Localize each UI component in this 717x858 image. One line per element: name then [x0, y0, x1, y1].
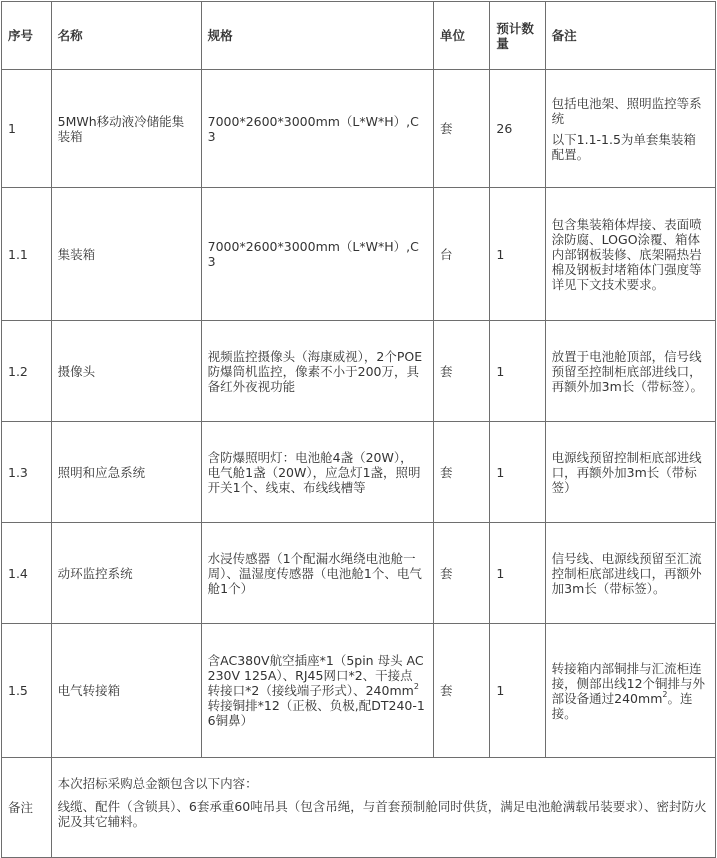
header-unit: 单位 [434, 2, 490, 70]
table-row [2, 321, 716, 422]
cell-name: 电气转接箱 [51, 624, 201, 758]
table-row [2, 422, 716, 523]
remark-text: 转接箱内部铜排与汇流柜连接，侧部出线12个铜排与外部设备通过240mm [551, 660, 706, 706]
cell-remarks: 放置于电池舱顶部，信号线预留至控制柜底部进线口，再额外加3m长（带标签）。 [545, 321, 715, 422]
cell-remarks: 信号线、电源线预留至汇流控制柜底部进线口，再额外加3m长（带标签）。 [545, 523, 715, 624]
procurement-table [1, 1, 716, 858]
footer-content [51, 758, 715, 858]
cell-index: 1.3 [2, 422, 52, 523]
cell-index: 1.4 [2, 523, 52, 624]
cell-index: 1.5 [2, 624, 52, 758]
footer-label: 备注 [2, 758, 52, 858]
remark-text: 。连接。 [551, 690, 693, 721]
cell-qty: 1 [490, 523, 545, 624]
cell-qty: 26 [490, 70, 545, 188]
cell-spec: 水浸传感器（1个配漏水绳绕电池舱一周）、温湿度传感器（电池舱1个、电气舱1个） [201, 523, 433, 624]
cell-qty: 1 [490, 422, 545, 523]
spec-text: 转接铜排*12（正极、负极,配DT240-16铜鼻） [207, 698, 425, 728]
cell-remarks [545, 624, 715, 758]
cell-unit: 套 [434, 523, 490, 624]
cell-spec [201, 624, 433, 758]
header-index: 序号 [2, 2, 52, 70]
table-row [2, 70, 716, 188]
cell-qty: 1 [490, 188, 545, 321]
cell-qty: 1 [490, 321, 545, 422]
cell-unit: 台 [434, 188, 490, 321]
cell-index: 1 [2, 70, 52, 188]
superscript: 2 [662, 689, 668, 699]
cell-name: 照明和应急系统 [51, 422, 201, 523]
cell-index: 1.2 [2, 321, 52, 422]
spec-text: 含AC380V航空插座*1（5pin 母头 AC230V 125A）、RJ45网口*2、干接点转接口*2（接线端子形式）、240mm [207, 653, 424, 698]
header-name: 名称 [51, 2, 201, 70]
cell-name: 5MWh移动液冷储能集装箱 [51, 70, 201, 188]
cell-index: 1.1 [2, 188, 52, 321]
table-header-row [2, 2, 716, 70]
table-row [2, 523, 716, 624]
header-remarks: 备注 [545, 2, 715, 70]
remark-line: 以下1.1-1.5为单套集装箱配置。 [551, 131, 696, 162]
cell-unit: 套 [434, 422, 490, 523]
cell-name: 动环监控系统 [51, 523, 201, 624]
footer-text: 线缆、配件（含锁具）、6套承重60吨吊具（包含吊绳，与首套预制舱同时供货，满足电池舱满载吊装要求）、密封防火泥及其它辅料。 [57, 799, 707, 829]
cell-name: 集装箱 [51, 188, 201, 321]
cell-qty: 1 [490, 624, 545, 758]
cell-unit: 套 [434, 624, 490, 758]
cell-name: 摄像头 [51, 321, 201, 422]
cell-remarks: 电源线预留控制柜底部进线口，再额外加3m长（带标签） [545, 422, 715, 523]
cell-spec: 视频监控摄像头（海康威视），2个POE防爆筒机监控，像素不小于200万，具备红外夜视功能 [201, 321, 433, 422]
cell-unit: 套 [434, 321, 490, 422]
header-spec: 规格 [201, 2, 433, 70]
cell-spec: 7000*2600*3000mm（L*W*H）,C3 [201, 70, 433, 188]
footer-intro: 本次招标采购总金额包含以下内容： [57, 776, 258, 791]
footer-row [2, 758, 716, 858]
header-qty: 预计数量 [490, 2, 545, 70]
cell-unit: 套 [434, 70, 490, 188]
cell-spec: 7000*2600*3000mm（L*W*H）,C3 [201, 188, 433, 321]
table-row [2, 624, 716, 758]
table-row [2, 188, 716, 321]
cell-remarks [545, 70, 715, 188]
superscript: 2 [413, 682, 419, 691]
remark-line: 包括电池架、照明监控等系统 [551, 95, 702, 126]
cell-spec: 含防爆照明灯：电池舱4盏（20W），电气舱1盏（20W），应急灯1盏，照明开关1个、线束、布线线槽等 [201, 422, 433, 523]
cell-remarks: 包含集装箱体焊接、表面喷涂防腐、LOGO涂覆、箱体内部钢板装修、底架隔热岩棉及钢板封堵箱体门强度等详见下文技术要求。 [545, 188, 715, 321]
